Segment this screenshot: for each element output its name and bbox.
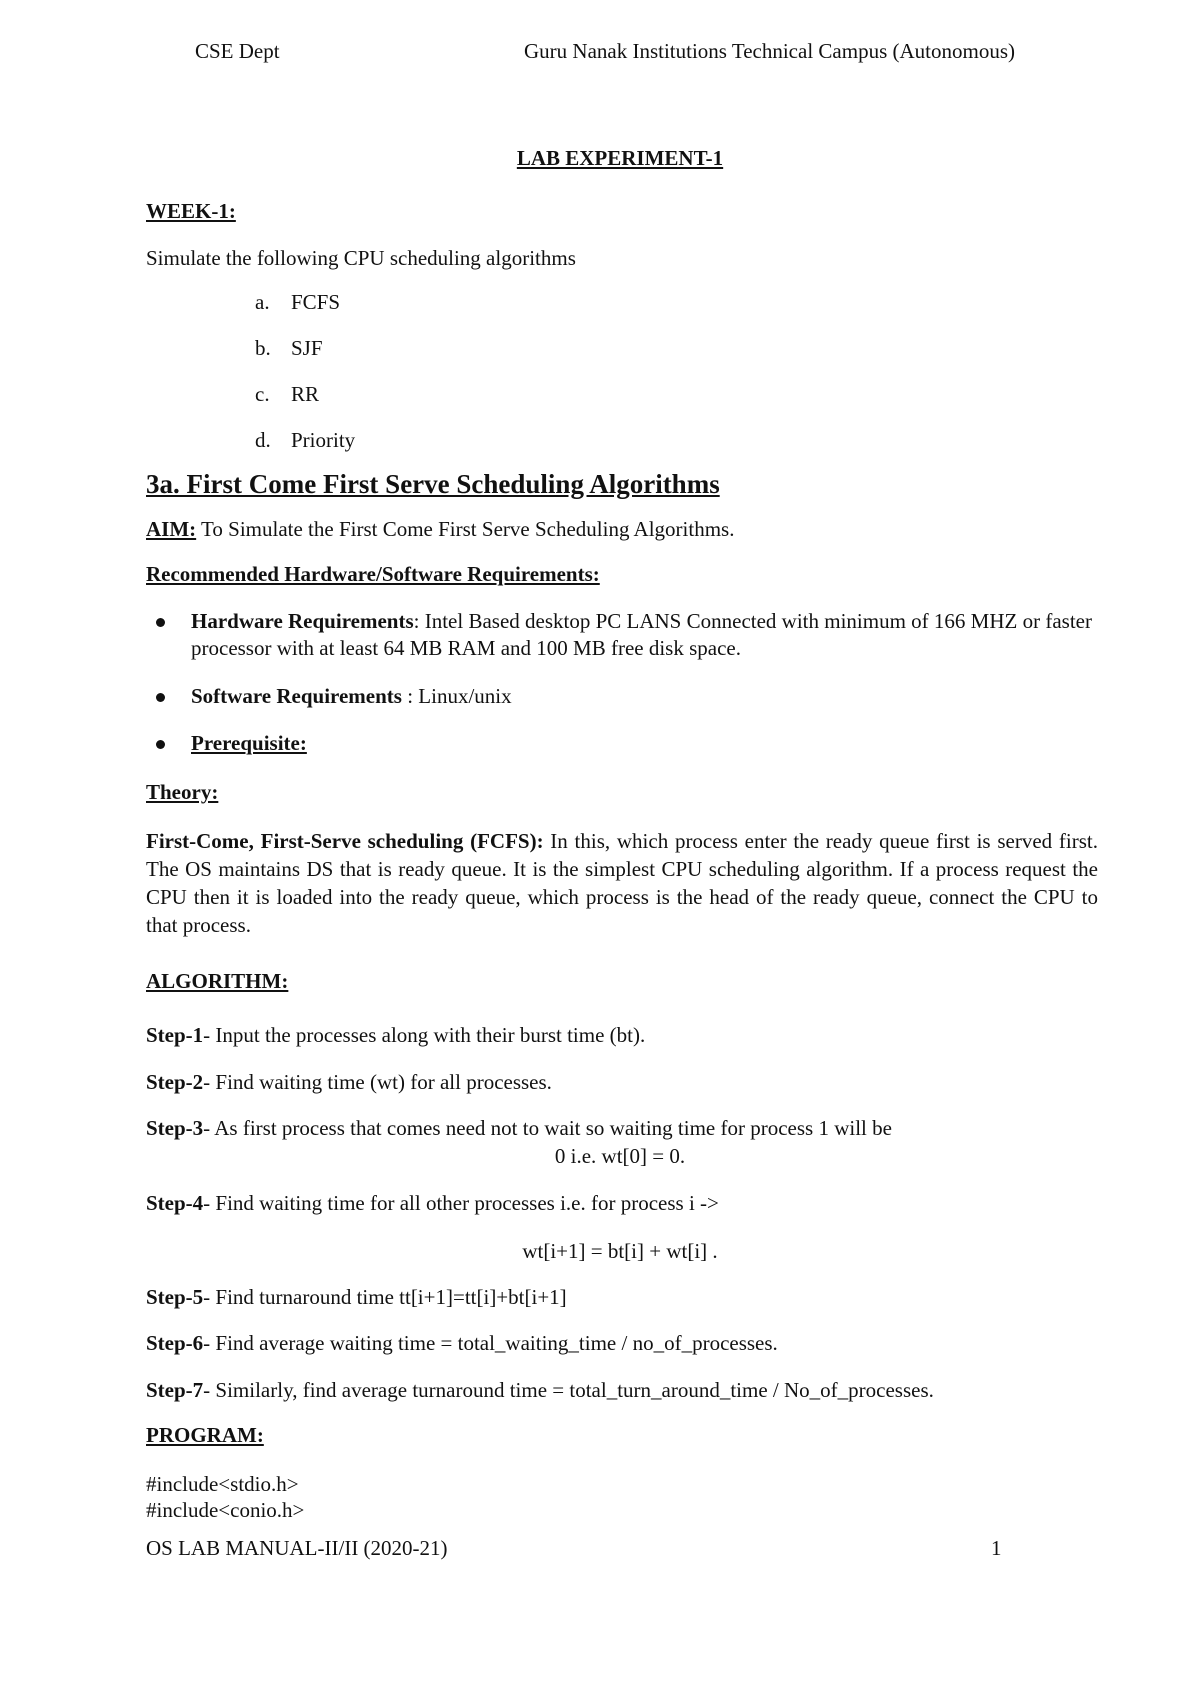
step-label: Step-7 [146, 1378, 204, 1402]
intro-text: Simulate the following CPU scheduling algorithms [146, 246, 576, 270]
list-item: Priority [291, 428, 356, 452]
section-heading: 3a. First Come First Serve Scheduling Algorithms [146, 469, 720, 499]
step-line [146, 1377, 934, 1403]
theory-text: In this, which process enter the ready queue first is served first. The OS maintains DS that is ready queue. It is the simplest CPU scheduling algorithm. If a process request the CPU then it is loaded into the ready queue, which process is the head of the ready queue, connect the CPU to that process. [146, 829, 1098, 937]
hardware-label: Hardware Requirements [191, 609, 414, 633]
list-marker: d. [255, 428, 271, 452]
list-marker: c. [255, 382, 270, 406]
step-text: - Find waiting time for all other processes i.e. for process i -> [203, 1191, 719, 1215]
aim-line [146, 516, 734, 542]
step-text: - Find average waiting time = total_waiting_time / no_of_processes. [203, 1331, 778, 1355]
bullet-icon [156, 618, 165, 627]
step-formula: 0 i.e. wt[0] = 0. [554, 1144, 686, 1168]
header-institution: Guru Nanak Institutions Technical Campus (Autonomous) [524, 39, 1015, 63]
requirements-heading: Recommended Hardware/Software Requirements: [146, 562, 600, 586]
software-text: : Linux/unix [401, 684, 512, 708]
bullet-icon [156, 693, 165, 702]
step-text: - Input the processes along with their burst time (bt). [203, 1023, 646, 1047]
step-label: Step-6 [146, 1331, 204, 1355]
footer-manual: OS LAB MANUAL-II/II (2020-21) [146, 1536, 448, 1560]
page-title: LAB EXPERIMENT-1 [516, 146, 724, 170]
step-text: - Find waiting time (wt) for all processes. [203, 1070, 552, 1094]
hardware-text: : Intel Based desktop PC LANS Connected with minimum of 166 MHZ or faster processor with at least 64 MB RAM and 100 MB free disk space. [191, 609, 1092, 660]
step-line [146, 1190, 719, 1216]
step-label: Step-2 [146, 1070, 204, 1094]
header-dept: CSE Dept [195, 39, 280, 63]
program-heading: PROGRAM: [146, 1423, 264, 1447]
code-line: #include<conio.h> [146, 1498, 305, 1522]
theory-heading: Theory: [146, 780, 219, 804]
step-line [146, 1330, 778, 1356]
step-line [146, 1022, 645, 1048]
code-line: #include<stdio.h> [146, 1472, 299, 1496]
week-heading: WEEK-1: [146, 199, 236, 223]
step-label: Step-3 [146, 1116, 204, 1140]
step-line [146, 1115, 892, 1141]
list-marker: a. [255, 290, 270, 314]
prerequisite-label: Prerequisite: [191, 731, 307, 755]
step-formula: wt[i+1] = bt[i] + wt[i] . [522, 1239, 718, 1263]
list-item: FCFS [291, 290, 341, 314]
bullet-icon [156, 740, 165, 749]
theory-label: First-Come, First-Serve scheduling (FCFS): [146, 829, 544, 853]
theory-paragraph [146, 827, 1098, 939]
step-text: - Find turnaround time tt[i+1]=tt[i]+bt[i+1] [203, 1285, 567, 1309]
software-label: Software Requirements [191, 684, 402, 708]
algorithm-heading: ALGORITHM: [146, 969, 289, 993]
aim-text: To Simulate the First Come First Serve Scheduling Algorithms. [196, 517, 735, 541]
step-text: - Similarly, find average turnaround time = total_turn_around_time / No_of_processes. [203, 1378, 934, 1402]
step-label: Step-4 [146, 1191, 204, 1215]
step-line [146, 1284, 567, 1310]
prerequisite-line [191, 730, 307, 756]
hardware-requirements [191, 608, 1103, 662]
step-label: Step-5 [146, 1285, 204, 1309]
aim-label: AIM: [146, 517, 197, 541]
page-number: 1 [991, 1536, 1002, 1560]
list-item: SJF [291, 336, 323, 360]
step-text: - As first process that comes need not to wait so waiting time for process 1 will be [203, 1116, 892, 1140]
list-item: RR [291, 382, 320, 406]
step-label: Step-1 [146, 1023, 204, 1047]
software-requirements [191, 683, 512, 709]
step-line [146, 1069, 552, 1095]
list-marker: b. [255, 336, 271, 360]
